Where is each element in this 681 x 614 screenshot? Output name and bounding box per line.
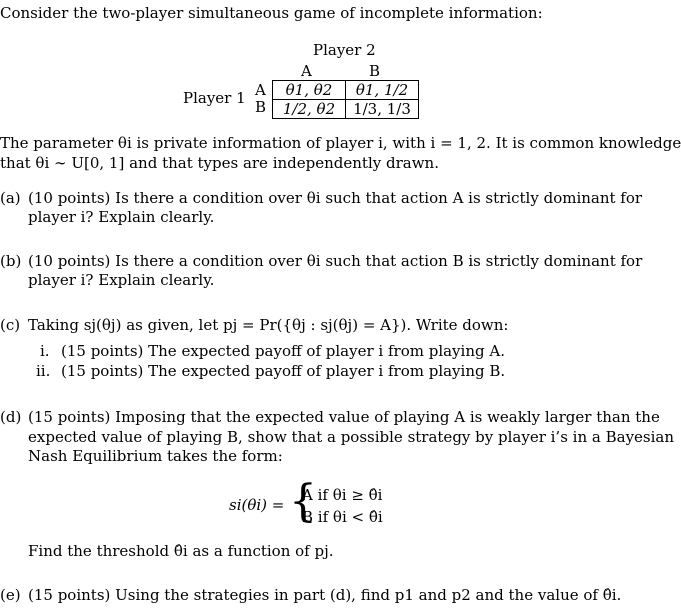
e-label: (e)	[0, 586, 21, 604]
c-i-label: i.	[40, 342, 50, 360]
b-line1: (10 points) Is there a condition over θi such that action B is strictly dominant for	[28, 252, 643, 270]
d-line1: (15 points) Imposing that the expected value of playing A is weakly larger than the	[28, 408, 660, 426]
payoff-cell-ab: θ1, 1/2	[346, 81, 419, 100]
equation-case-2: B if θi < θ̂i	[302, 508, 383, 526]
para1-line2: that θi ∼ U[0, 1] and that types are independently drawn.	[0, 154, 439, 172]
col-action-a: A	[301, 62, 312, 80]
c-line1: Taking sj(θj) as given, let pj = Pr({θj : sj(θj) = A}). Write down:	[28, 316, 509, 334]
c-i-text: (15 points) The expected payoff of player i from playing A.	[61, 342, 505, 360]
d-label: (d)	[0, 408, 22, 426]
payoff-cell-bb: 1/3, 1/3	[346, 100, 419, 119]
d-line2: expected value of playing B, show that a possible strategy by player i’s in a Bayesian	[28, 428, 675, 446]
row-player-label: Player 1	[183, 89, 246, 107]
equation-lhs: si(θi) =	[229, 496, 285, 514]
payoff-cell-ba: 1/2, θ2	[273, 100, 346, 119]
para1-line1: The parameter θi is private information of player i, with i = 1, 2. It is common knowledge	[0, 134, 681, 152]
payoff-matrix	[272, 80, 419, 119]
d-find-text: Find the threshold θ̂i as a function of pj.	[28, 542, 334, 560]
intro-text: Consider the two-player simultaneous game of incomplete information:	[0, 4, 543, 22]
equation-case-1: A if θi ≥ θ̂i	[302, 486, 383, 504]
row-action-b: B	[255, 98, 267, 116]
e-line1: (15 points) Using the strategies in part (d), find p1 and p2 and the value of θ̂i.	[28, 586, 622, 604]
col-action-b: B	[369, 62, 381, 80]
a-label: (a)	[0, 189, 21, 207]
brace-symbol: {	[289, 476, 317, 527]
payoff-cell-aa: θ1, θ2	[273, 81, 346, 100]
a-line1: (10 points) Is there a condition over θi such that action A is strictly dominant for	[28, 189, 643, 207]
row-action-a: A	[255, 81, 266, 99]
c-ii-text: (15 points) The expected payoff of player i from playing B.	[61, 362, 506, 380]
c-ii-label: ii.	[36, 362, 51, 380]
d-line3: Nash Equilibrium takes the form:	[28, 447, 283, 465]
c-label: (c)	[0, 316, 21, 334]
b-label: (b)	[0, 252, 22, 270]
col-player-label: Player 2	[313, 41, 376, 59]
a-line2: player i? Explain clearly.	[28, 208, 215, 226]
b-line2: player i? Explain clearly.	[28, 271, 215, 289]
